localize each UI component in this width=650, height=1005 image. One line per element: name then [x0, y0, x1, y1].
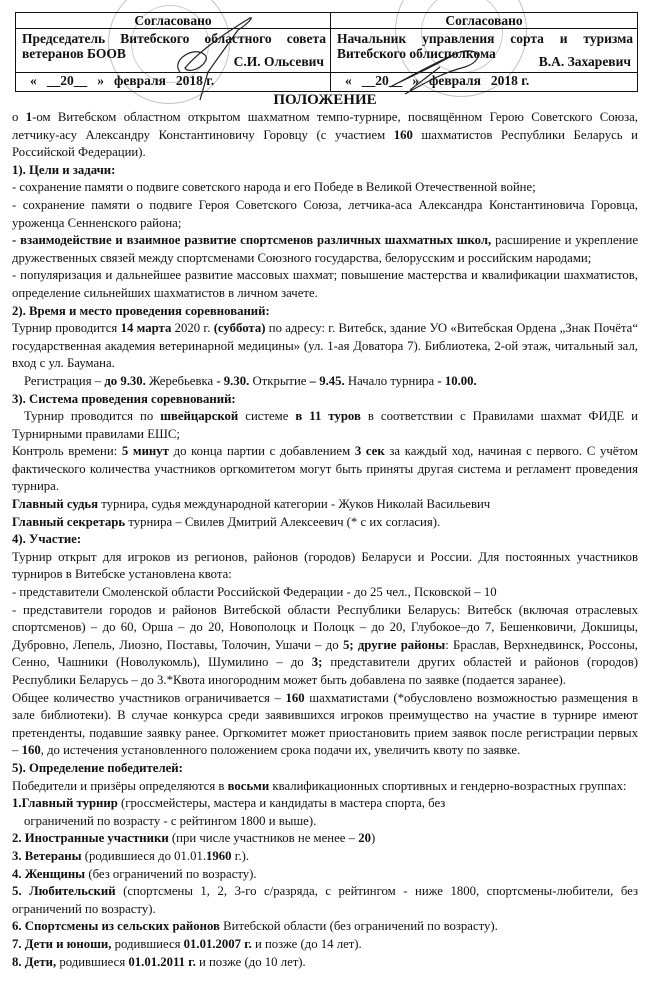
group-item-4: [12, 866, 638, 884]
section1-item: - сохранение памяти о подвиге Героя Советского Союза, летчика-аса Александра Константиновича Горовца, уроженца Сенненского района;: [12, 197, 638, 230]
text: - представители городов и районов Витебской области Республики Беларусь: Витебск (включая отраслевых спортсменов) – до 60, Орша – до 20, Новополоцк и Полоцк – до 20, Глубокое–до 7, Бешенковичи, Докшицы, Дубровно, Лепель, Лиозно, Поставы, Толочин, Ушачи – до: [12, 602, 638, 652]
page-title: ПОЛОЖЕНИЕ: [273, 92, 377, 108]
text: -ом Витебском областном открытом шахматном темпо-турнире, посвящённом Герою Советского Союза, летчику-асу Александру Константиновичу Горовцу (с участием: [12, 110, 638, 142]
approval-left-body: [16, 29, 330, 73]
approval-left-signatory: С.И. Ольсевич: [233, 54, 324, 69]
bold-text: 160: [21, 743, 41, 758]
date-close-quote: »: [97, 73, 104, 88]
date-open-quote: «: [30, 73, 37, 88]
date-year: 2018 г.: [175, 73, 215, 88]
group-item-5: [12, 883, 638, 918]
text: Витебской области (без ограничений по возрасту).: [219, 919, 498, 934]
text: в соответствии с Правилами шахмат ФИДЕ и Турнирными правилами ЕШС;: [12, 409, 639, 441]
text: и позже (до 10 лет).: [195, 954, 306, 969]
approval-right-position-line1: Начальник управления сорта и туризма: [337, 31, 633, 46]
section3-time-control: [12, 443, 638, 496]
intro-paragraph: [12, 109, 638, 162]
section1-item: - популяризация и дальнейшее развитие массовых шахмат; повышение мастерства и квалификации шахматистов, определение сильнейших шахматистов в личном зачете.: [12, 268, 638, 300]
date-day: __20__: [46, 73, 88, 88]
text: (без ограничений по возрасту).: [85, 866, 257, 881]
bold-text: 5 минут: [121, 444, 169, 459]
text: за каждый ход, начиная с первого. С учётом фактического количества участников оргкомитетом могут быть приняты другая система и регламент проведения турнира.: [12, 444, 638, 494]
approval-left-position-line1: Председатель Витебского областного совета: [22, 31, 326, 46]
bold-text: 1: [25, 110, 33, 124]
bold-text: 160: [393, 127, 413, 142]
date-month: февраля: [114, 73, 166, 88]
section2-heading: 2). Время и место проведения соревнований:: [12, 303, 270, 318]
text: Открытие: [249, 373, 310, 388]
bold-text: 3. Ветераны: [12, 848, 82, 863]
section5-paragraph: [12, 778, 638, 796]
section4-heading: 4). Участие:: [12, 532, 82, 547]
section3-chief-judge: [12, 496, 638, 514]
text: ): [370, 831, 376, 846]
bold-text: до 9.30.: [104, 373, 146, 388]
text: Победители и призёры определяются в: [12, 778, 228, 793]
date-month: февраля: [429, 73, 481, 88]
text: (при числе участников не менее –: [168, 831, 359, 846]
section1-heading: 1). Цели и задачи:: [12, 162, 116, 177]
bold-text: 2. Иностранные участники: [12, 831, 169, 846]
bold-text: 3;: [311, 655, 323, 670]
approval-right: [331, 13, 637, 91]
section4-total: [12, 690, 638, 760]
bold-text: (суббота): [213, 321, 266, 336]
text: Контроль времени:: [12, 444, 122, 459]
bold-text: 1960: [206, 848, 232, 863]
bold-text: 8. Дети,: [12, 954, 57, 969]
section2-paragraph: [12, 320, 638, 373]
text: турнира – Свилев Дмитрий Алексеевич (* с их согласия).: [125, 514, 441, 529]
text: и позже (до 14 лет).: [251, 936, 362, 951]
date-year: 2018 г.: [490, 73, 530, 88]
text: 2020 г.: [171, 321, 214, 336]
bold-text: - 10.00.: [437, 373, 477, 388]
approval-right-position-line2: Витебского облисполкома: [337, 46, 496, 61]
section3-heading: 3). Система проведения соревнований:: [12, 391, 236, 406]
text: (гроссмейстеры, мастера и кандидаты в мастера спорта, без: [117, 796, 446, 811]
text: , до истечения установленного положением срока подачи их, увеличить квоту по заявке.: [40, 743, 521, 758]
section3-chief-secretary: [12, 514, 638, 532]
bold-text: 7. Дети и юноши,: [12, 936, 112, 951]
text: Турнир проводится: [12, 321, 121, 336]
text: Турнир проводится по: [24, 409, 161, 424]
text: шахматистами (*обусловлено возможностью размещения в зале библиотеки). В случае конкурса среди заявившихся игроков преимущество на участие в турнире имеют претенденты, подавшие заявку ранее. Оргкомитет может приостановить прием заявок после регистрации первых –: [12, 690, 638, 758]
text: Общее количество участников ограничивается –: [12, 690, 286, 705]
bold-text: 6. Спортсмены из сельских районов: [12, 919, 220, 934]
section3-paragraph: [12, 408, 638, 443]
text: родившиеся: [111, 936, 184, 951]
date-open-quote: «: [345, 73, 352, 88]
approval-left-date: [16, 73, 330, 89]
bold-text: Главный секретарь: [12, 514, 126, 529]
bold-text: в 11 туров: [295, 409, 361, 424]
bold-text: – 9.45.: [309, 373, 345, 388]
section2-schedule: [12, 373, 638, 391]
section4-quota-smolensk: - представители Смоленской области Российской Федерации - до 25 чел., Псковской – 10: [12, 585, 497, 600]
section5-heading: 5). Определение победителей:: [12, 760, 183, 775]
approval-right-body: [331, 29, 637, 73]
bold-text: 5; другие районы: [342, 637, 446, 652]
approval-right-date: [331, 73, 637, 89]
section4-paragraph: Турнир открыт для игроков из регионов, районов (городов) Беларуси и России. Для постоянных участников турниров в Витебске установлена квота:: [12, 549, 638, 582]
group-item-1: [12, 795, 638, 830]
text: о: [12, 110, 26, 124]
group-item-6: [12, 918, 638, 936]
text: турнира, судья международной категории - Жуков Николай Васильевич: [98, 497, 491, 512]
text: системе: [238, 409, 296, 424]
bold-text: 3 сек: [354, 444, 385, 459]
text: родившиеся: [56, 954, 129, 969]
bold-text: восьми: [227, 778, 270, 793]
approval-left-heading: Согласовано: [16, 13, 330, 29]
text: г.).: [231, 848, 250, 863]
text: расширение и укрепление дружественных связей между спортсменами Союзного государства, белорусским и российским народами;: [12, 233, 638, 265]
approval-left: [16, 13, 331, 91]
approval-right-signatory: В.А. Захаревич: [538, 54, 631, 69]
text: представители других областей и районов (городов) Республики Беларусь – до 3.*Квота иногородним может быть добавлена по заявке (подается заранее).: [12, 655, 638, 687]
bold-text: Главный судья: [12, 497, 99, 512]
text: Жеребьевка: [145, 373, 217, 388]
date-day: __20__: [361, 73, 403, 88]
bold-text: - взаимодействие и взаимное развитие спортсменов различных шахматных школ,: [12, 233, 492, 248]
bold-text: 5. Любительский: [12, 884, 116, 899]
bold-text: - 9.30.: [216, 373, 250, 388]
document-body: [12, 109, 638, 971]
group-item-7: [12, 936, 638, 954]
text: Регистрация –: [24, 373, 105, 388]
text: квалификационных спортивных и гендерно-возрастных группах:: [269, 778, 627, 793]
group-item-8: [12, 954, 638, 972]
bold-text: 01.01.2011 г.: [128, 954, 196, 969]
section4-quota-vitebsk: [12, 602, 638, 690]
approvals-table: [15, 12, 638, 92]
group-item-2: [12, 830, 638, 848]
approval-right-heading: Согласовано: [331, 13, 637, 29]
bold-text: швейцарской: [160, 409, 239, 424]
section1-item: - сохранение памяти о подвиге советского народа и его Победе в Великой Отечественной войне;: [12, 180, 536, 195]
approval-left-position-line2: ветеранов БООВ: [22, 46, 126, 61]
text: до конца партии с добавлением: [168, 444, 355, 459]
text: Начало турнира: [344, 373, 438, 388]
text: шахматистов Республики Беларусь и Российской Федерации).: [12, 127, 638, 160]
text: : Браслав, Верхнедвинск, Россоны, Сенно, Чашники (Новолукомль), Шумилино – до: [12, 637, 638, 670]
text: по адресу: г. Витебск, здание УО «Витебская Ордена „Знак Почёта“ государственная академия ветеринарной медицины» (ул. 1-ая Доватора 7). Библиотека, 2-ой этаж, читальный зал, вход с ул. Баумана.: [12, 321, 638, 371]
date-close-quote: »: [412, 73, 419, 88]
text: (спортсмены 1, 2, 3-го с/разряда, с рейтингом - ниже 1800, спортсмены-любители, без ограничений по возрасту).: [12, 884, 638, 916]
section1-item: [12, 232, 638, 267]
group-item-3: [12, 848, 638, 866]
bold-text: 1.Главный турнир: [12, 796, 118, 811]
bold-text: 4. Женщины: [12, 866, 86, 881]
bold-text: 14 марта: [120, 321, 172, 336]
bold-text: 01.01.2007 г.: [183, 936, 252, 951]
bold-text: 20: [358, 831, 371, 846]
text: (родившиеся до 01.01.: [81, 848, 207, 863]
text: ограничений по возрасту - с рейтингом 1800 и выше).: [24, 813, 317, 828]
bold-text: 160: [285, 690, 305, 705]
